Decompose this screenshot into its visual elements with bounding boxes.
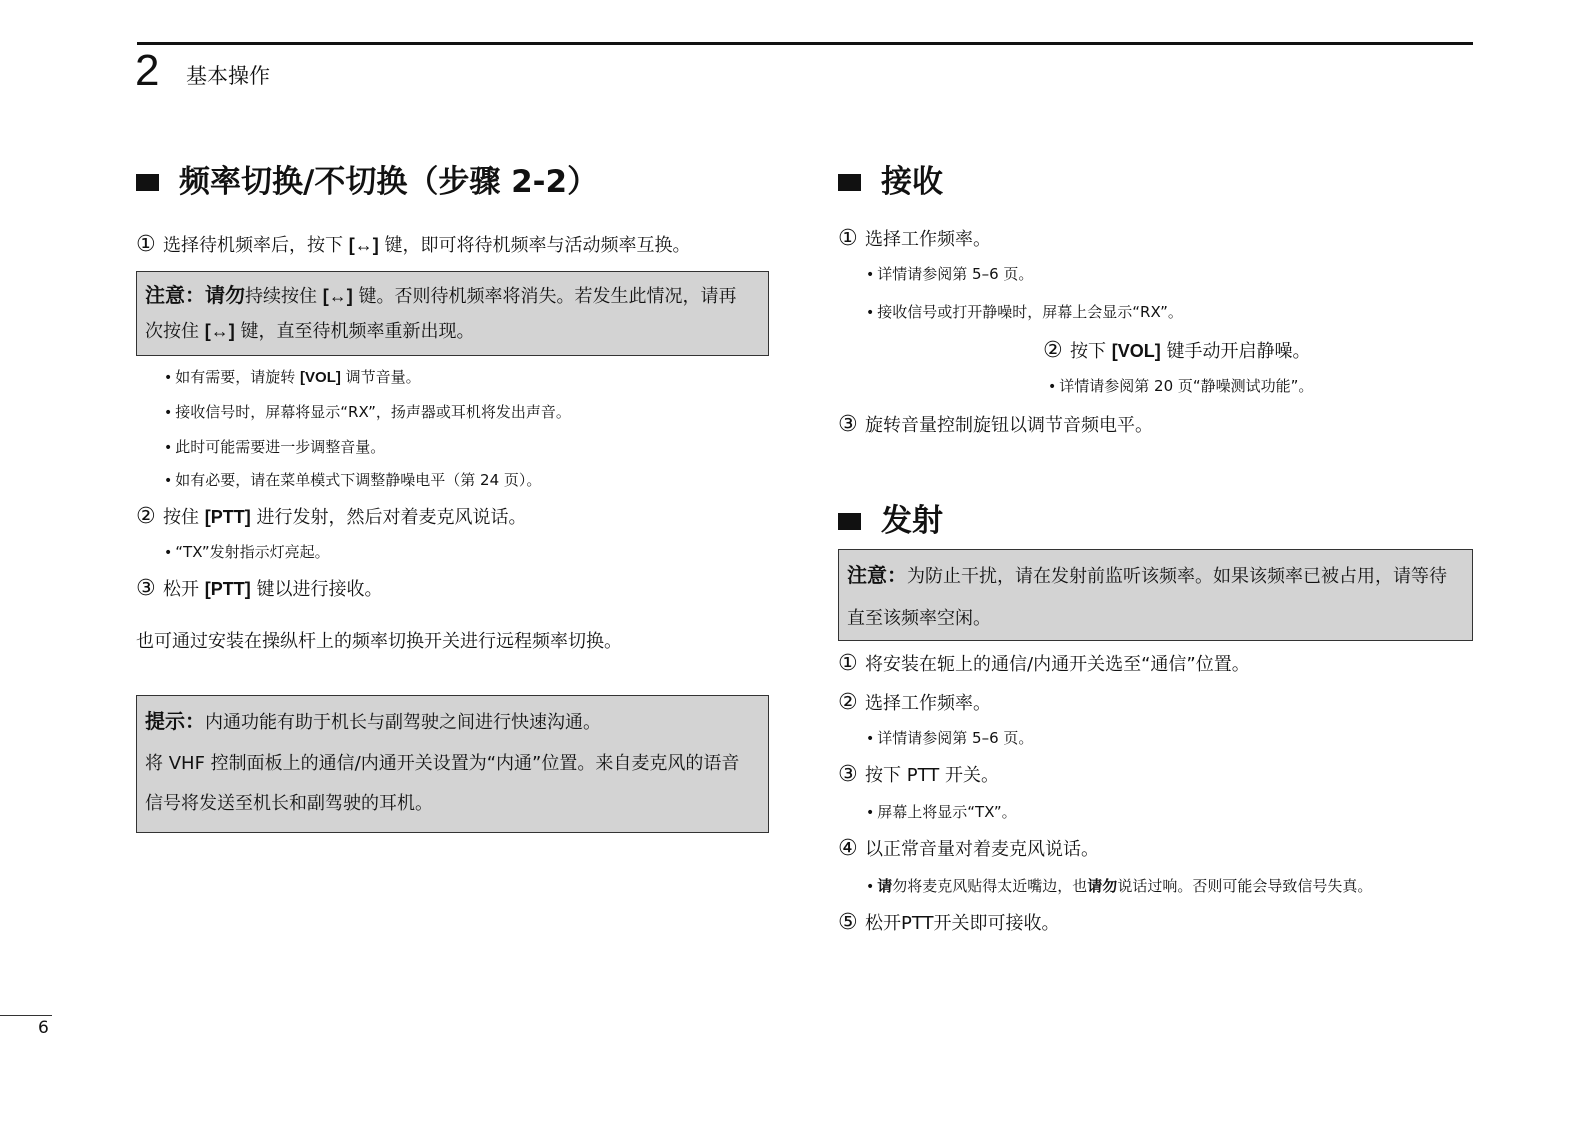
list-item: • 详情请参阅第 20 页“静噪测试功能”。 [1048,377,1314,395]
footer-rule [0,1015,52,1016]
tx-caution-box: 注意：为防止干扰，请在发射前监听该频率。如果该频率已被占用，请等待 直至该频率空闲。 [838,549,1473,641]
step-1: ① 选择待机频率后，按下 [↔] 键，即可将待机频率与活动频率互换。 [136,232,691,257]
square-bullet-icon [838,174,861,191]
list-item: • 如有需要，请旋转 [VOL] 调节音量。 [164,368,421,386]
right-column [838,160,1473,937]
list-item: • 如有必要，请在菜单模式下调整静噪电平（第 24 页）。 [164,471,542,489]
page-number: 6 [38,1018,49,1038]
section-title: 接收 [881,164,943,200]
list-item: • 请勿将麦克风贴得太近嘴边，也请勿说话过响。否则可能会导致信号失真。 [866,877,1373,895]
list-item: • 接收信号时，屏幕将显示“RX”，扬声器或耳机将发出声音。 [164,403,571,421]
list-item: • 屏幕上将显示“TX”。 [866,803,1017,821]
vol-key: [VOL] [1111,341,1161,361]
rx-step-3: ③ 旋转音量控制旋钮以调节音频电平。 [838,412,1153,437]
chapter-number: 2 [135,46,160,95]
list-item: • 接收信号或打开静噪时，屏幕上会显示“RX”。 [866,303,1183,321]
step-3: ③ 松开 [PTT] 键以进行接收。 [136,576,383,601]
list-item: • 详情请参阅第 5–6 页。 [866,729,1034,747]
square-bullet-icon [136,174,159,191]
step-2: ② 按住 [PTT] 进行发射，然后对着麦克风说话。 [136,504,527,529]
swap-key: [↔] [348,235,379,255]
tx-step-3: ③ 按下 PTT 开关。 [838,762,999,787]
section-heading-receive [838,160,1473,204]
rx-step-1: ① 选择工作频率。 [838,226,991,251]
remote-switch-text: 也可通过安装在操纵杆上的频率切换开关进行远程频率切换。 [136,631,622,652]
caution-box: 注意：请勿持续按住 [↔] 键。否则待机频率将消失。若发生此情况，请再 次按住 [↔] 键，直至待机频率重新出现。 [136,271,769,356]
section-title: 频率切换/不切换（步骤 2-2） [179,164,599,200]
tx-step-2: ② 选择工作频率。 [838,690,991,715]
list-item: • 详情请参阅第 5–6 页。 [866,265,1034,283]
section-heading-transmit [838,499,1473,543]
square-bullet-icon [838,513,861,530]
tx-step-4: ④ 以正常音量对着麦克风说话。 [838,836,1099,861]
rx-step-2: ② 按下 [VOL] 键手动开启静噪。 [1043,338,1311,363]
bullet-list-1 [136,366,769,492]
tip-box: 提示：内通功能有助于机长与副驾驶之间进行快速沟通。 将 VHF 控制面板上的通信/内通开关设置为“内通”位置。来自麦克风的语音 信号将发送至机长和副驾驶的耳机。 [136,695,769,833]
tx-step-5: ⑤ 松开PTT开关即可接收。 [838,910,1060,935]
ptt-key: [PTT] [204,507,251,527]
section-heading-frequency-switch [136,160,769,204]
header-rule [137,42,1473,45]
list-item: • “TX”发射指示灯亮起。 [164,543,330,561]
step-number: ① [136,232,156,257]
caution-label: 注意： [847,563,907,587]
left-column [136,160,769,833]
tip-label: 提示： [145,709,205,733]
rx-bullet-list [838,263,1473,324]
list-item: • 此时可能需要进一步调整音量。 [164,438,386,456]
caution-label: 注意： [145,283,205,307]
tx-step-1: ① 将安装在轭上的通信/内通开关选至“通信”位置。 [838,651,1250,676]
section-title: 发射 [881,503,943,539]
chapter-title: 基本操作 [186,64,270,88]
